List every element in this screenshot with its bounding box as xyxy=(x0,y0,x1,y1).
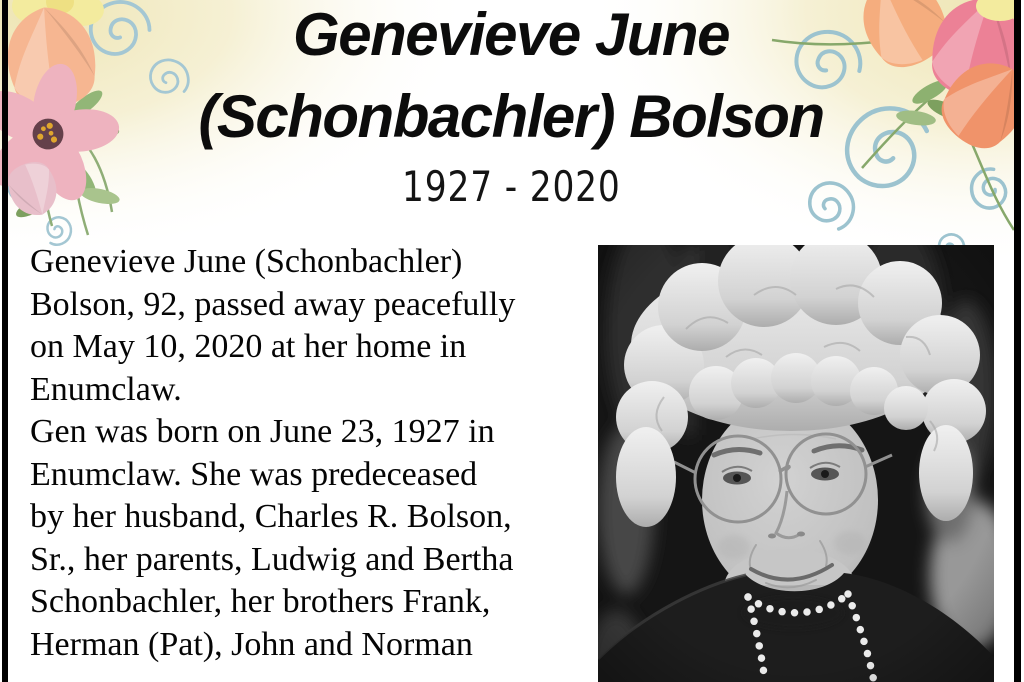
obituary-text xyxy=(30,241,630,666)
life-years-text: 1927 - 2020 xyxy=(401,162,621,211)
text-line: Sr., her parents, Ludwig and Bertha xyxy=(30,540,514,578)
text-line: Gen was born on June 23, 1927 in xyxy=(30,413,495,450)
text-line: Enumclaw. xyxy=(30,370,182,408)
obituary-header xyxy=(8,0,1014,213)
text-line: Genevieve June (Schonbachler) xyxy=(30,243,463,280)
text-line: Herman (Pat), John and Norman xyxy=(30,625,473,663)
life-years xyxy=(8,161,1014,213)
text-line: by her husband, Charles R. Bolson, xyxy=(30,498,512,535)
name-line-1: Genevieve June xyxy=(293,1,729,68)
portrait-photo xyxy=(598,245,994,682)
text-line: Enumclaw. She was predeceased xyxy=(30,455,478,493)
text-line: on May 10, 2020 at her home in xyxy=(30,328,467,365)
page-border-left xyxy=(2,0,8,682)
photo-vignette xyxy=(598,245,994,682)
text-line: Bolson, 92, passed away peacefully xyxy=(30,285,516,323)
deceased-name xyxy=(8,0,1014,158)
name-line-2: (Schonbachler) Bolson xyxy=(198,83,824,150)
page-border-right xyxy=(1014,0,1021,682)
text-line: Schonbachler, her brothers Frank, xyxy=(30,583,491,620)
